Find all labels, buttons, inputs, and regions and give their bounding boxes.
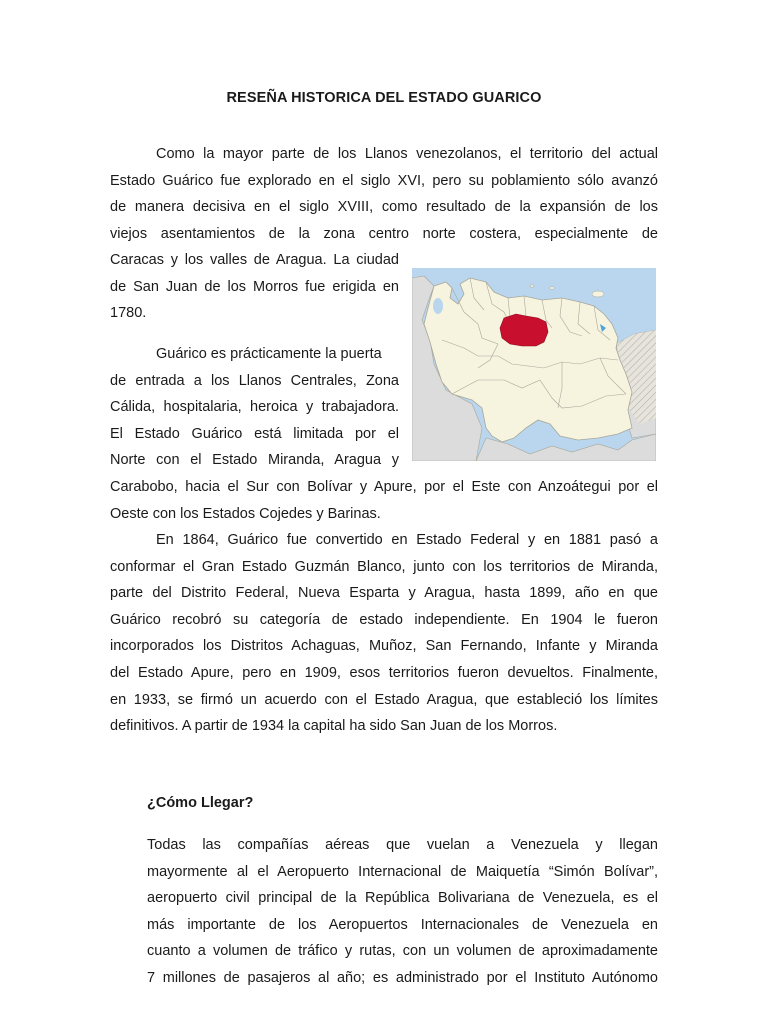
text-line: cuanto a volumen de tráfico y rutas, con un volumen de aproximadamente <box>147 943 658 960</box>
text-line: Oeste con los Estados Cojedes y Barinas. <box>110 505 381 522</box>
text-line: Todas las compañías aéreas que vuelan a Venezuela y llegan <box>147 837 658 853</box>
text-line: Carabobo, hacia el Sur con Bolívar y Apure, por el Este con Anzoátegui por el <box>110 479 658 495</box>
text-line: viejos asentamientos de la zona centro norte costera, especialmente de <box>110 225 658 242</box>
text-line: más importante de los Aeropuertos Internacionales de Venezuela en <box>147 916 658 933</box>
text-line: definitivos. A partir de 1934 la capital ha sido San Juan de los Morros. <box>110 718 558 735</box>
paragraph-3 <box>110 527 658 740</box>
paragraph-1-narrow <box>110 247 399 327</box>
text-line: Cálida, hospitalaria, heroica y trabajadora. <box>110 399 399 416</box>
text-line: Norte con el Estado Miranda, Aragua y <box>110 452 399 469</box>
section-heading: ¿Cómo Llegar? <box>147 795 254 811</box>
text-line: del Estado Apure, pero en 1909, esos territorios fueron devueltos. Finalmente, <box>110 664 658 681</box>
text-line: Caracas y los valles de Aragua. La ciudad <box>110 252 399 268</box>
text-line: Como la mayor parte de los Llanos venezolanos, el territorio del actual <box>156 146 658 162</box>
document-title: RESEÑA HISTORICA DEL ESTADO GUARICO <box>226 90 542 106</box>
text-line: 1780. <box>110 305 147 322</box>
venezuela-map-image <box>412 268 656 461</box>
paragraph-4 <box>147 832 658 992</box>
text-line: El Estado Guárico está limitada por el <box>110 425 399 442</box>
venezuela-map-svg <box>412 268 656 461</box>
island-small <box>530 285 534 287</box>
paragraph-1-full <box>110 141 658 247</box>
text-line: conformar el Gran Estado Guzmán Blanco, junto con los territorios de Miranda, <box>110 558 658 575</box>
text-line: de San Juan de los Morros fue erigida en <box>110 278 399 295</box>
paragraph-2-narrow <box>110 341 399 474</box>
text-line: En 1864, Guárico fue convertido en Estado Federal y en 1881 pasó a <box>156 532 658 548</box>
text-line: de manera decisiva en el siglo XVIII, como resultado de la expansión de los <box>110 199 658 216</box>
text-line: Guárico es prácticamente la puerta <box>156 346 382 362</box>
text-line: mayormente al el Aeropuerto Internacional de Maiquetía “Simón Bolívar”, <box>147 863 658 880</box>
text-line: de entrada a los Llanos Centrales, Zona <box>110 372 399 389</box>
island-small <box>550 287 555 289</box>
text-line: Estado Guárico fue explorado en el siglo XVI, pero su poblamiento sólo avanzó <box>110 172 658 189</box>
text-line: incorporados los Distritos Achaguas, Muñoz, San Fernando, Infante y Miranda <box>110 638 658 655</box>
text-line: parte del Distrito Federal, Nueva Esparta y Aragua, hasta 1899, año en que <box>110 585 658 602</box>
text-line: Guárico recobró su categoría de estado independiente. En 1904 le fueron <box>110 611 658 628</box>
paragraph-2-full <box>110 474 658 527</box>
island-margarita <box>592 291 604 297</box>
text-line: 7 millones de pasajeros al año; es administrado por el Instituto Autónomo <box>147 969 658 986</box>
lake-maracaibo <box>433 298 443 314</box>
text-line: en 1933, se firmó un acuerdo con el Estado Aragua, que estableció los límites <box>110 691 658 708</box>
text-line: aeropuerto civil principal de la República Bolivariana de Venezuela, es el <box>147 890 658 907</box>
